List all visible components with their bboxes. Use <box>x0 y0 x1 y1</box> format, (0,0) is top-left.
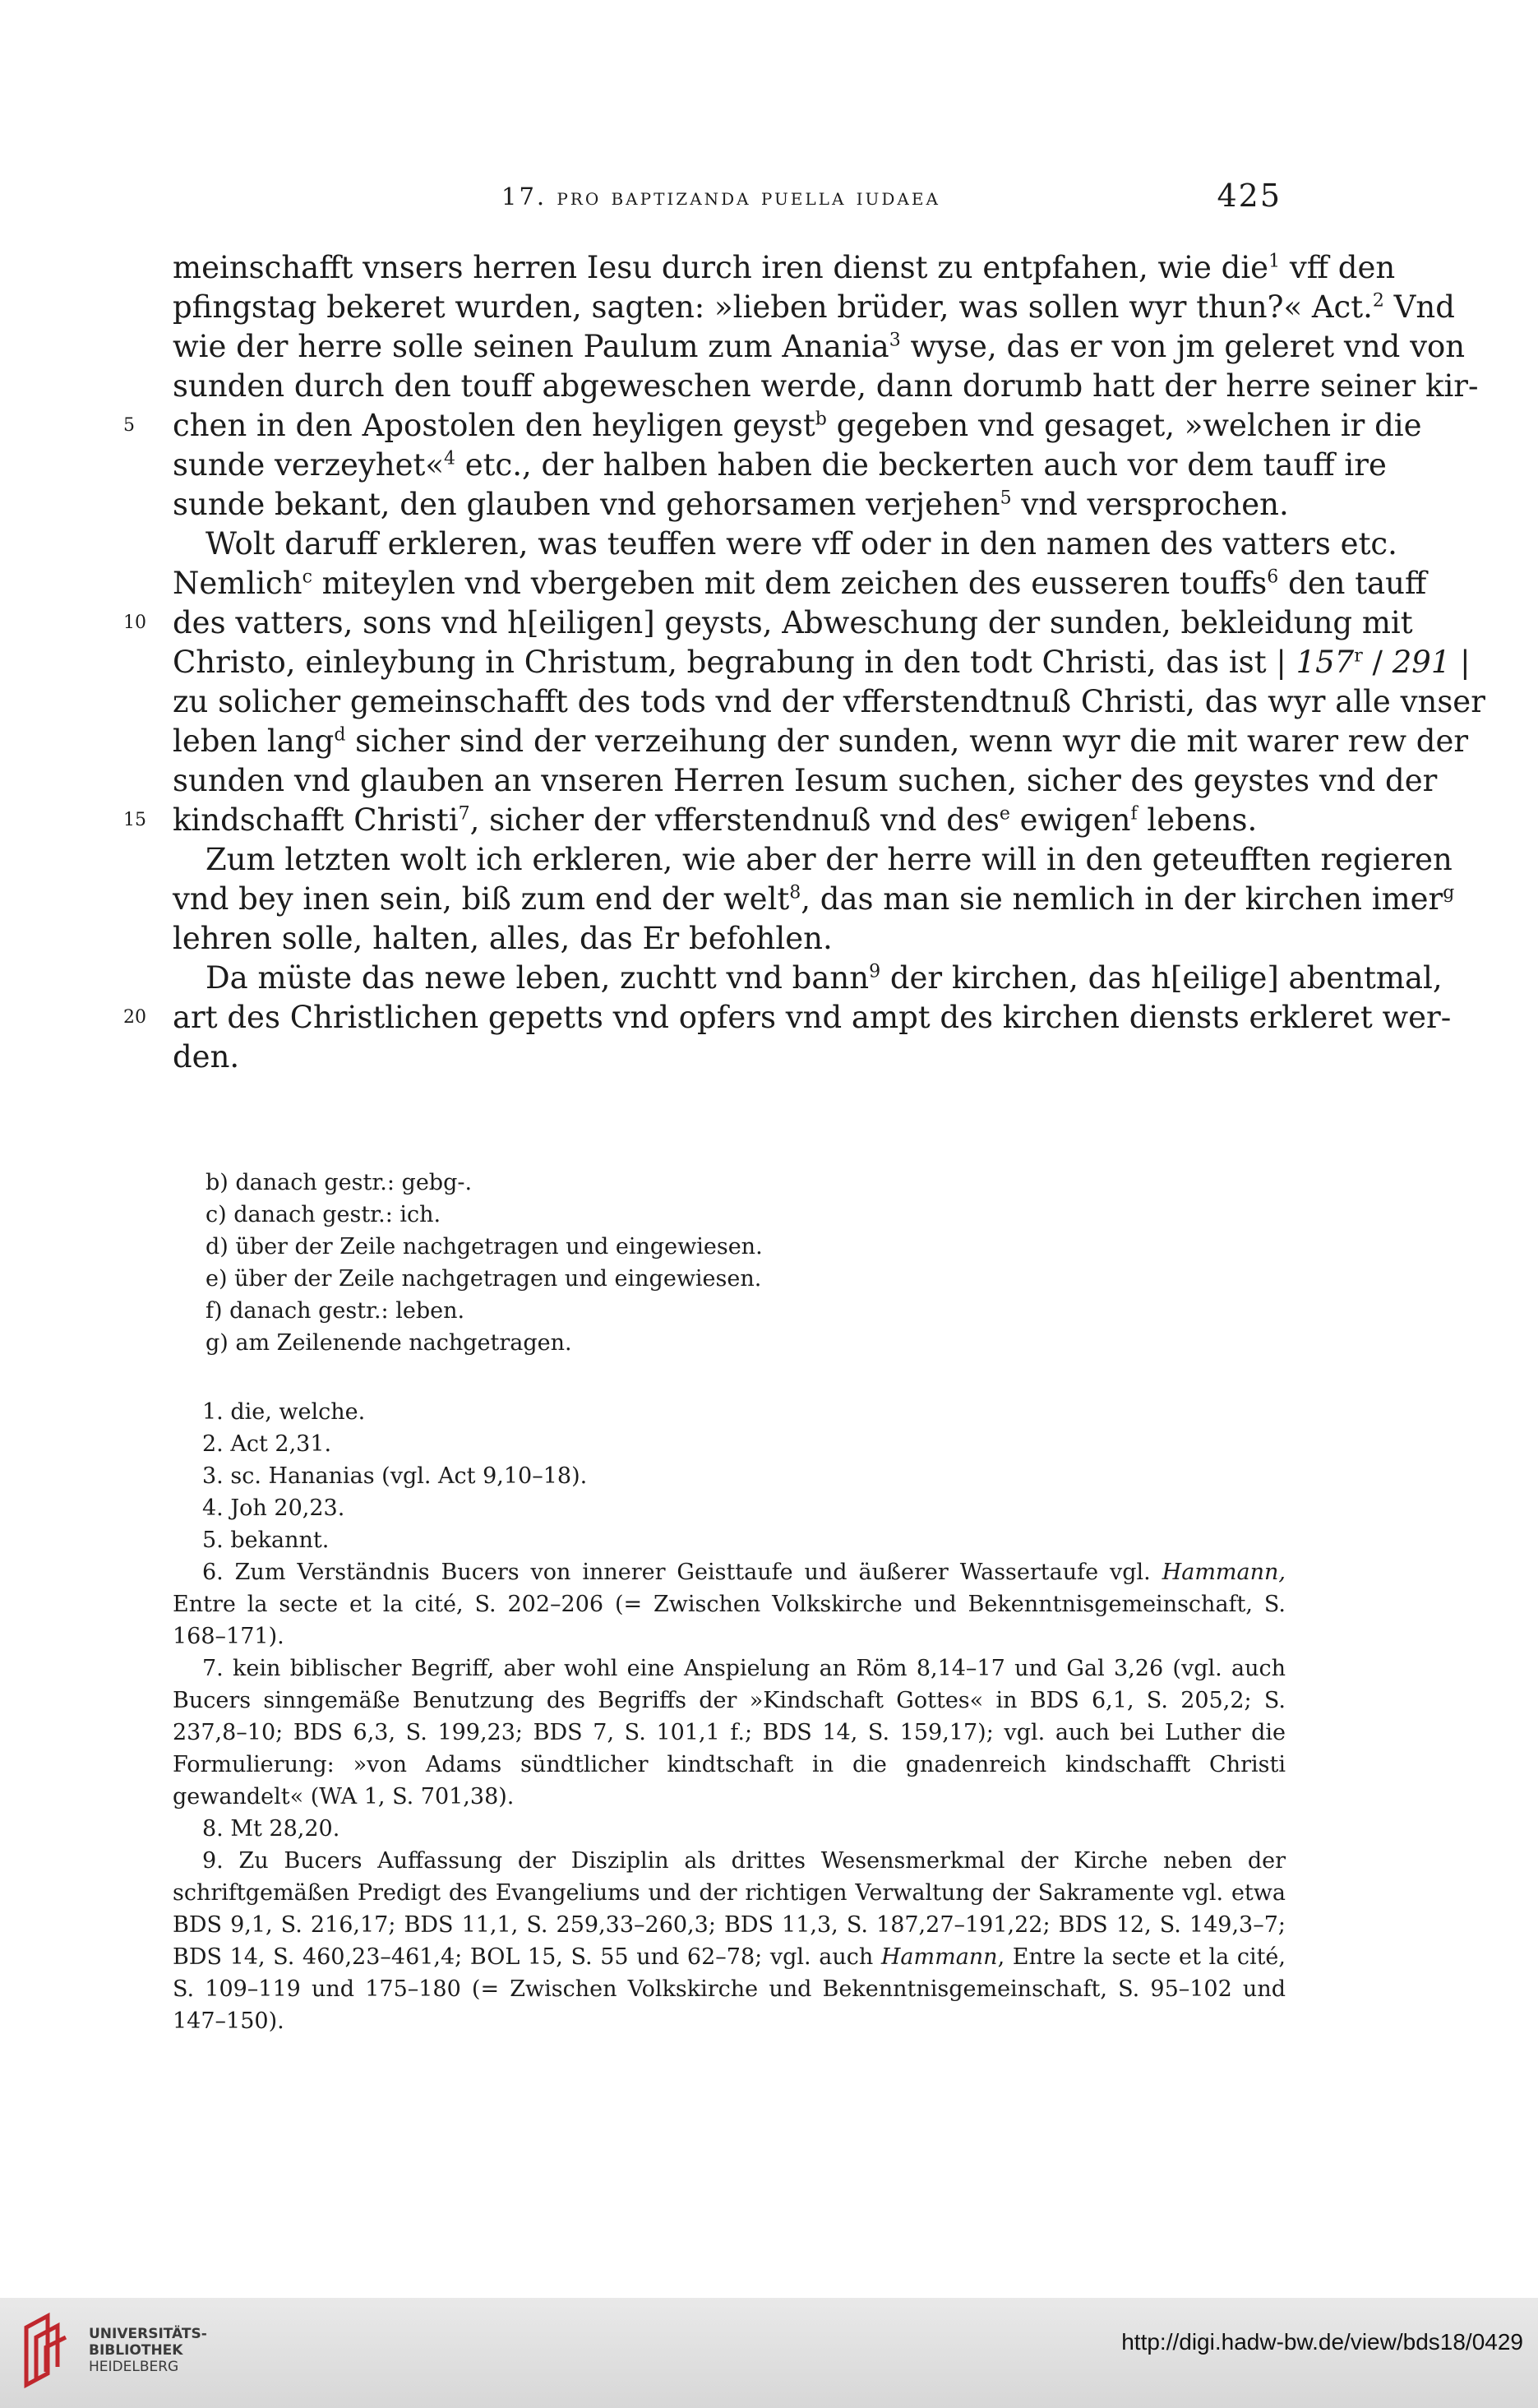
text-line: sunde verzeyhet«$^4$ etc., der halben haben die beckerten auch vor dem tauff ire <box>173 447 1387 483</box>
footnote: 4. Joh 20,23. <box>202 1495 345 1521</box>
text-line: chen in den Apostolen den heyligen geyst$^b$ gegeben vnd gesaget, »welchen ir die 5 <box>173 406 1286 446</box>
text-line: zu solicher gemeinschafft des tods vnd der vfferstendtnuß Christi, das wyr alle vnser <box>173 684 1485 719</box>
library-name-line: UNIVERSITÄTS- <box>89 2326 207 2342</box>
apparatus-note: e) über der Zeile nachgetragen und eingewiesen. <box>206 1266 762 1292</box>
text-line: Nemlich$^c$ miteylen vnd vbergeben mit dem zeichen des eusseren touffs$^6$ den tauff <box>173 566 1427 601</box>
text-line: Christo, einleybung in Christum, begrabung in den todt Christi, das ist | 157$^r$ / 291 | <box>173 645 1471 680</box>
critical-apparatus <box>206 1167 1274 1359</box>
footnote: 3. sc. Hananias (vgl. Act 9,10–18). <box>202 1463 588 1489</box>
text-line: vnd bey inen sein, biß zum end der welt$^8$, das man sie nemlich in der kirchen imer$^g$ <box>173 881 1455 917</box>
line-number: 15 <box>123 810 146 830</box>
footnote: 8. Mt 28,20. <box>202 1816 340 1842</box>
text-line: sunde bekant, den glauben vnd gehorsamen verjehen$^5$ vnd versprochen. <box>173 487 1289 522</box>
footnote: 9. Zu Bucers Auffassung der Disziplin als drittes Wesensmerkmal der Kirche neben der schriftgemäßen Predigt des Evangeliums und der richtigen Verwaltung der Sakramente vgl. etwa BDS 9,1, S. 216,17; BDS 11,1, S. 259,33–260,3; BDS 11,3, S. 187,27–191,22; BDS 12, S. 149,3–7; BDS 14, S. 460,23–461,4; BOL 15, S. 55 und 62–78; vgl. auch Hammann, Entre la secte et la cité, S. 109–119 und 175–180 (= Zwischen Volkskirche und Bekenntnisgemeinschaft, S. 95–102 und 147–150). <box>173 1848 1286 2034</box>
text-line: kindschafft Christi$^7$, sicher der vfferstendnuß vnd des$^e$ ewigen$^f$ lebens. 15 <box>173 801 1286 840</box>
apparatus-note: d) über der Zeile nachgetragen und eingewiesen. <box>206 1234 763 1259</box>
text-line: Da müste das newe leben, zuchtt vnd bann$^9$ der kirchen, das h[eilige] abentmal, <box>206 960 1443 996</box>
text-line: sunden durch den touff abgeweschen werde, dann dorumb hatt der herre seiner kir- <box>173 368 1479 404</box>
text-line: leben lang$^d$ sicher sind der verzeihung der sunden, wenn wyr die mit warer rew der <box>173 723 1469 759</box>
text-line: wie der herre solle seinen Paulum zum Anania$^3$ wyse, das er von jm geleret vnd von <box>173 329 1466 364</box>
text-line: Wolt daruff erkleren, was teuffen were vff oder in den namen des vatters etc. <box>206 526 1397 562</box>
main-text <box>123 248 1485 1077</box>
commentary-footnotes <box>173 1396 1286 2037</box>
line-number: 20 <box>123 1007 146 1028</box>
text-line: Zum letzten wolt ich erkleren, wie aber der herre will in den geteufften regieren <box>206 842 1453 877</box>
running-title: 17. pro baptizanda puella iudaea <box>501 183 940 210</box>
text-line: pfingstag bekeret wurden, sagten: »lieben brüder, was sollen wyr thun?« Act.$^2$ Vnd <box>173 289 1455 325</box>
source-url-link[interactable]: http://digi.hadw-bw.de/view/bds18/0429 <box>1121 2329 1523 2355</box>
page-header <box>0 178 1538 219</box>
apparatus-note: b) danach gestr.: gebg-. <box>206 1170 473 1195</box>
line-number: 10 <box>123 612 146 633</box>
apparatus-note: f) danach gestr.: leben. <box>206 1298 465 1324</box>
library-name <box>89 2326 207 2375</box>
footnote: 7. kein biblischer Begriff, aber wohl eine Anspielung an Röm 8,14–17 und Gal 3,26 (vgl. auch Bucers sinngemäße Benutzung des Begriffs der »Kindschaft Gottes« in BDS 6,1, S. 205,2; S. 237,8–10; BDS 6,3, S. 199,23; BDS 7, S. 101,1 f.; BDS 14, S. 159,17); vgl. auch bei Luther die Formulierung: »von Adams sündtlicher kindtschaft in die gnadenreich kindschafft Christi gewandelt« (WA 1, S. 701,38). <box>173 1656 1286 1809</box>
text-line: art des Christlichen gepetts vnd opfers vnd ampt des kirchen diensts erkleret wer- 20 <box>173 998 1286 1038</box>
text-line: meinschafft vnsers herren Iesu durch iren dienst zu entpfahen, wie die$^1$ vff den <box>173 250 1396 285</box>
library-name-line: HEIDELBERG <box>89 2359 179 2375</box>
text-line: sunden vnd glauben an vnseren Herren Iesum suchen, sicher des geystes vnd der <box>173 763 1438 798</box>
footnote: 1. die, welche. <box>202 1399 366 1425</box>
footnote: 2. Act 2,31. <box>202 1431 332 1457</box>
footer-bar <box>0 2298 1538 2408</box>
library-name-line: BIBLIOTHEK <box>89 2342 183 2359</box>
page-number: 425 <box>1217 178 1282 214</box>
text-line: den. <box>173 1039 240 1075</box>
line-number: 5 <box>123 415 135 436</box>
footnote: 6. Zum Verständnis Bucers von innerer Geisttaufe und äußerer Wassertaufe vgl. Hammann, Entre la secte et la cité, S. 202–206 (= Zwischen Volkskirche und Bekenntnisgemeinschaft, S. 168–171). <box>173 1560 1286 1649</box>
text-line: des vatters, sons vnd h[eiligen] geysts, Abweschung der sunden, bekleidung mit 10 <box>173 603 1286 643</box>
apparatus-note: g) am Zeilenende nachgetragen. <box>206 1330 572 1356</box>
apparatus-note: c) danach gestr.: ich. <box>206 1202 441 1227</box>
footnote: 5. bekannt. <box>202 1528 330 1553</box>
library-logo-icon <box>15 2309 74 2392</box>
text-line: lehren solle, halten, alles, das Er befohlen. <box>173 921 833 956</box>
